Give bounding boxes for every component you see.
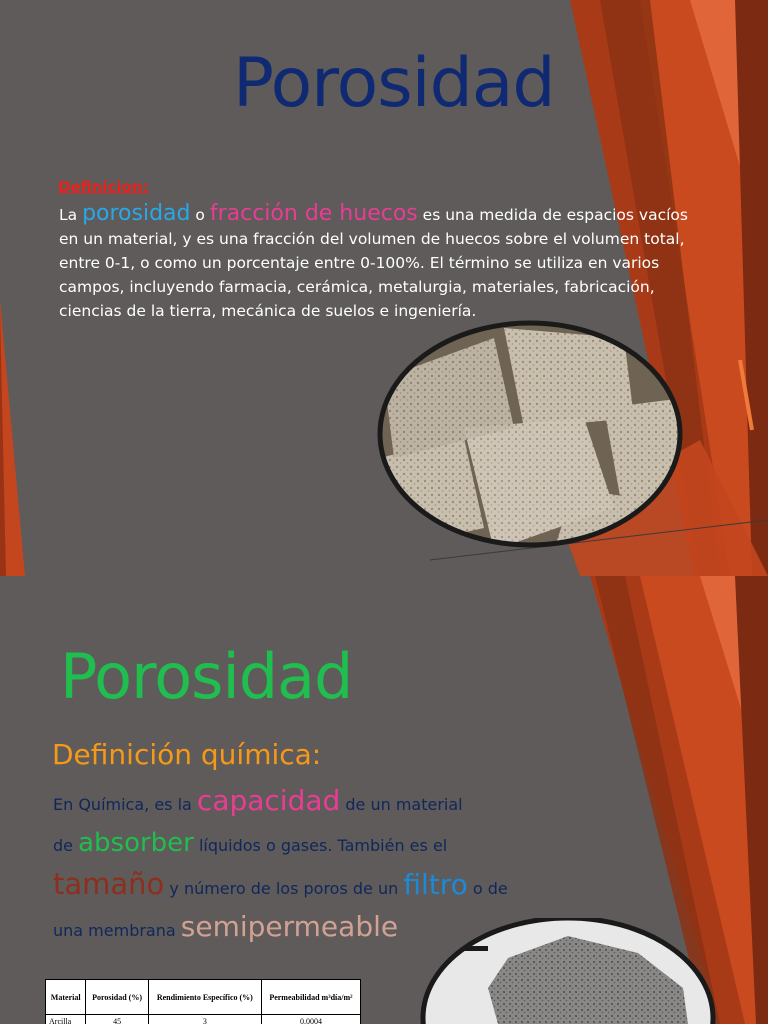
text-line (53, 782, 573, 824)
highlight-absorber: absorber (78, 828, 194, 858)
definition-text (59, 202, 709, 323)
definition-label: Definicion: (58, 178, 149, 196)
highlight-porosidad: porosidad (82, 201, 191, 226)
table-header: Material (46, 980, 86, 1015)
text-line (53, 824, 573, 865)
table-cell: 3 (148, 1015, 261, 1024)
text-fragment: es una medida de espacios vacíos en un material, y es una fracción del volumen de huecos sobre el volumen total, entre 0-1, o como un porcentaje entre 0-100%. El término se utiliza en varios campos, incluyendo farmacia, cerámica, metalurgia, materiales, fabricación, ciencias de la tierra, mecánica de suelos e ingeniería. (59, 206, 688, 320)
text-line (53, 865, 573, 908)
table-cell: Arcilla (46, 1015, 86, 1024)
table-header: Permeabilidad m³día/m² (261, 980, 360, 1015)
text-fragment: líquidos o gases. También es el (193, 836, 448, 855)
highlight-tamano: tamaño (53, 867, 165, 901)
text-fragment: En Química, es la (53, 795, 197, 814)
pumice-stones-image (374, 318, 686, 550)
table-row (46, 1015, 361, 1024)
porosity-table (45, 979, 361, 1024)
slide-2 (0, 576, 768, 1024)
table-header: Rendimiento Específico (%) (148, 980, 261, 1015)
text-fragment: una membrana (53, 921, 181, 940)
table-cell: 45 (86, 1015, 148, 1024)
highlight-fraccion-huecos: fracción de huecos (209, 201, 418, 226)
slide-subtitle: Definición química: (52, 738, 322, 771)
highlight-semipermeable: semipermeable (180, 910, 399, 943)
text-fragment: La (59, 206, 83, 224)
text-fragment: o (190, 206, 210, 224)
text-fragment: o de (467, 879, 508, 898)
slide-title: Porosidad (233, 44, 555, 123)
highlight-filtro: filtro (403, 868, 468, 901)
text-fragment: y número de los poros de un (164, 879, 404, 898)
text-fragment: de (53, 836, 79, 855)
table-header: Porosidad (%) (86, 980, 148, 1015)
slide-title: Porosidad (60, 640, 353, 713)
text-fragment: de un material (340, 795, 463, 814)
highlight-capacidad: capacidad (196, 784, 341, 817)
porous-rock-image (418, 918, 718, 1024)
table-cell: 0.0004 (261, 1015, 360, 1024)
